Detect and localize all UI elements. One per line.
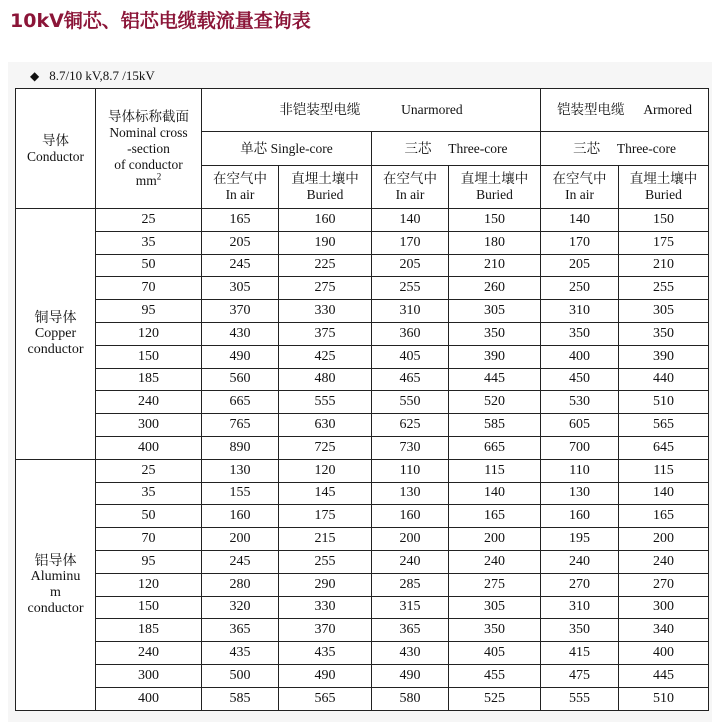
ampacity-cell: 320 bbox=[202, 596, 279, 619]
single-core-header-en: Single-core bbox=[270, 140, 333, 156]
ampacity-cell: 255 bbox=[279, 550, 372, 573]
ampacity-table bbox=[15, 88, 709, 711]
ampacity-cell: 565 bbox=[619, 414, 709, 437]
in-air-header-zh: 在空气中 bbox=[552, 171, 607, 187]
ampacity-cell: 110 bbox=[372, 459, 449, 482]
cross-section-cell: 400 bbox=[96, 436, 202, 459]
table-row bbox=[16, 391, 709, 414]
ampacity-cell: 630 bbox=[279, 414, 372, 437]
ampacity-cell: 255 bbox=[619, 277, 709, 300]
three-core-header-unarmored bbox=[372, 132, 541, 166]
buried-header-zh: 直埋土壤中 bbox=[629, 171, 698, 187]
ampacity-cell: 435 bbox=[202, 642, 279, 665]
ampacity-cell: 365 bbox=[372, 619, 449, 642]
ampacity-cell: 180 bbox=[449, 231, 541, 254]
ampacity-cell: 510 bbox=[619, 687, 709, 710]
cross-section-cell: 150 bbox=[96, 345, 202, 368]
buried-header bbox=[619, 166, 709, 209]
cross-section-cell: 35 bbox=[96, 482, 202, 505]
unarmored-header-en: Unarmored bbox=[401, 102, 463, 117]
cross-section-header-line2: -section bbox=[127, 140, 170, 156]
ampacity-cell: 245 bbox=[202, 254, 279, 277]
ampacity-cell: 155 bbox=[202, 482, 279, 505]
voltage-note bbox=[30, 68, 155, 84]
ampacity-cell: 140 bbox=[619, 482, 709, 505]
ampacity-cell: 205 bbox=[372, 254, 449, 277]
ampacity-cell: 210 bbox=[449, 254, 541, 277]
three-core-header-zh: 三芯 bbox=[573, 140, 601, 157]
ampacity-cell: 305 bbox=[202, 277, 279, 300]
in-air-header bbox=[372, 166, 449, 209]
cross-section-cell: 25 bbox=[96, 209, 202, 232]
ampacity-cell: 305 bbox=[619, 300, 709, 323]
ampacity-cell: 240 bbox=[541, 550, 619, 573]
conductor-label-line: m bbox=[50, 584, 61, 600]
ampacity-cell: 555 bbox=[279, 391, 372, 414]
table-row bbox=[16, 505, 709, 528]
ampacity-cell: 210 bbox=[619, 254, 709, 277]
table-row bbox=[16, 254, 709, 277]
ampacity-cell: 490 bbox=[202, 345, 279, 368]
ampacity-cell: 160 bbox=[372, 505, 449, 528]
cross-section-cell: 120 bbox=[96, 573, 202, 596]
ampacity-cell: 330 bbox=[279, 300, 372, 323]
buried-header-en: Buried bbox=[476, 187, 513, 202]
table-row bbox=[16, 573, 709, 596]
ampacity-cell: 550 bbox=[372, 391, 449, 414]
ampacity-cell: 200 bbox=[619, 528, 709, 551]
ampacity-cell: 190 bbox=[279, 231, 372, 254]
ampacity-cell: 480 bbox=[279, 368, 372, 391]
conductor-label-line: 铜导体 bbox=[34, 309, 77, 326]
ampacity-cell: 200 bbox=[449, 528, 541, 551]
ampacity-cell: 205 bbox=[202, 231, 279, 254]
table-row bbox=[16, 322, 709, 345]
ampacity-cell: 430 bbox=[372, 642, 449, 665]
copper-conductor-label bbox=[16, 209, 96, 460]
ampacity-cell: 275 bbox=[279, 277, 372, 300]
ampacity-cell: 205 bbox=[541, 254, 619, 277]
ampacity-cell: 270 bbox=[619, 573, 709, 596]
cross-section-header-line1: Nominal cross bbox=[109, 124, 188, 140]
cross-section-header-line3: of conductor bbox=[114, 156, 183, 172]
conductor-label-line: 铝导体 bbox=[34, 552, 77, 569]
ampacity-cell: 310 bbox=[541, 300, 619, 323]
ampacity-cell: 260 bbox=[449, 277, 541, 300]
unit-superscript: 2 bbox=[156, 171, 162, 181]
cross-section-cell: 50 bbox=[96, 254, 202, 277]
ampacity-cell: 175 bbox=[619, 231, 709, 254]
cross-section-cell: 50 bbox=[96, 505, 202, 528]
table-row bbox=[16, 642, 709, 665]
conductor-header-zh: 导体 bbox=[42, 132, 69, 149]
ampacity-cell: 330 bbox=[279, 596, 372, 619]
buried-header-zh: 直埋土壤中 bbox=[291, 171, 359, 187]
conductor-header-en: Conductor bbox=[27, 148, 84, 164]
ampacity-cell: 160 bbox=[541, 505, 619, 528]
aluminum-conductor-label bbox=[16, 459, 96, 710]
ampacity-cell: 140 bbox=[372, 209, 449, 232]
conductor-label-line: conductor bbox=[27, 600, 84, 616]
ampacity-cell: 665 bbox=[202, 391, 279, 414]
ampacity-cell: 120 bbox=[279, 459, 372, 482]
table-row bbox=[16, 459, 709, 482]
cross-section-cell: 120 bbox=[96, 322, 202, 345]
ampacity-cell: 465 bbox=[372, 368, 449, 391]
ampacity-cell: 490 bbox=[279, 664, 372, 687]
ampacity-cell: 625 bbox=[372, 414, 449, 437]
ampacity-cell: 290 bbox=[279, 573, 372, 596]
ampacity-cell: 255 bbox=[372, 277, 449, 300]
buried-header bbox=[279, 166, 372, 209]
cross-section-cell: 240 bbox=[96, 642, 202, 665]
table-row bbox=[16, 687, 709, 710]
ampacity-cell: 390 bbox=[619, 345, 709, 368]
ampacity-cell: 375 bbox=[279, 322, 372, 345]
cross-section-cell: 70 bbox=[96, 528, 202, 551]
buried-header-en: Buried bbox=[645, 187, 682, 202]
ampacity-cell: 350 bbox=[449, 322, 541, 345]
ampacity-cell: 350 bbox=[619, 322, 709, 345]
table-row bbox=[16, 596, 709, 619]
cross-section-cell: 150 bbox=[96, 596, 202, 619]
single-core-header bbox=[202, 132, 372, 166]
unarmored-header-zh: 非铠装型电缆 bbox=[279, 102, 361, 118]
cross-section-cell: 300 bbox=[96, 414, 202, 437]
ampacity-cell: 455 bbox=[449, 664, 541, 687]
table-row bbox=[16, 436, 709, 459]
table-row bbox=[16, 482, 709, 505]
ampacity-cell: 400 bbox=[619, 642, 709, 665]
ampacity-cell: 270 bbox=[541, 573, 619, 596]
ampacity-cell: 370 bbox=[279, 619, 372, 642]
ampacity-cell: 110 bbox=[541, 459, 619, 482]
three-core-header-en: Three-core bbox=[448, 140, 508, 156]
ampacity-cell: 140 bbox=[449, 482, 541, 505]
buried-header bbox=[449, 166, 541, 209]
ampacity-cell: 700 bbox=[541, 436, 619, 459]
ampacity-cell: 525 bbox=[449, 687, 541, 710]
cross-section-header-unit bbox=[96, 173, 201, 189]
ampacity-cell: 445 bbox=[619, 664, 709, 687]
three-core-header-en: Three-core bbox=[616, 140, 677, 156]
ampacity-cell: 145 bbox=[279, 482, 372, 505]
ampacity-cell: 440 bbox=[619, 368, 709, 391]
ampacity-cell: 500 bbox=[202, 664, 279, 687]
ampacity-cell: 200 bbox=[372, 528, 449, 551]
ampacity-cell: 890 bbox=[202, 436, 279, 459]
ampacity-cell: 435 bbox=[279, 642, 372, 665]
ampacity-cell: 165 bbox=[619, 505, 709, 528]
conductor-label-line: Aluminu bbox=[30, 568, 81, 584]
armored-header bbox=[541, 89, 709, 132]
ampacity-cell: 240 bbox=[449, 550, 541, 573]
table-row bbox=[16, 231, 709, 254]
ampacity-cell: 370 bbox=[202, 300, 279, 323]
ampacity-cell: 580 bbox=[372, 687, 449, 710]
ampacity-cell: 475 bbox=[541, 664, 619, 687]
cross-section-cell: 35 bbox=[96, 231, 202, 254]
ampacity-cell: 170 bbox=[372, 231, 449, 254]
ampacity-cell: 300 bbox=[619, 596, 709, 619]
cross-section-header-zh: 导体标称截面 bbox=[108, 108, 189, 125]
ampacity-cell: 400 bbox=[541, 345, 619, 368]
table-body bbox=[16, 209, 709, 711]
in-air-header-en: In air bbox=[565, 187, 594, 202]
ampacity-cell: 665 bbox=[449, 436, 541, 459]
table-row bbox=[16, 664, 709, 687]
buried-header-zh: 直埋土壤中 bbox=[460, 171, 529, 187]
cross-section-cell: 25 bbox=[96, 459, 202, 482]
ampacity-cell: 165 bbox=[449, 505, 541, 528]
ampacity-cell: 280 bbox=[202, 573, 279, 596]
ampacity-cell: 645 bbox=[619, 436, 709, 459]
in-air-header-zh: 在空气中 bbox=[213, 171, 267, 187]
cross-section-cell: 95 bbox=[96, 300, 202, 323]
ampacity-cell: 555 bbox=[541, 687, 619, 710]
ampacity-cell: 140 bbox=[541, 209, 619, 232]
ampacity-cell: 585 bbox=[202, 687, 279, 710]
ampacity-cell: 340 bbox=[619, 619, 709, 642]
ampacity-cell: 405 bbox=[449, 642, 541, 665]
three-core-header-zh: 三芯 bbox=[404, 140, 432, 157]
ampacity-cell: 405 bbox=[372, 345, 449, 368]
in-air-header-zh: 在空气中 bbox=[383, 171, 437, 187]
ampacity-cell: 160 bbox=[279, 209, 372, 232]
ampacity-cell: 240 bbox=[619, 550, 709, 573]
table-row bbox=[16, 277, 709, 300]
ampacity-cell: 725 bbox=[279, 436, 372, 459]
ampacity-cell: 510 bbox=[619, 391, 709, 414]
cross-section-cell: 400 bbox=[96, 687, 202, 710]
cross-section-cell: 240 bbox=[96, 391, 202, 414]
ampacity-cell: 115 bbox=[449, 459, 541, 482]
ampacity-cell: 425 bbox=[279, 345, 372, 368]
ampacity-cell: 130 bbox=[541, 482, 619, 505]
ampacity-cell: 165 bbox=[202, 209, 279, 232]
ampacity-cell: 240 bbox=[372, 550, 449, 573]
in-air-header-en: In air bbox=[395, 187, 425, 202]
ampacity-cell: 520 bbox=[449, 391, 541, 414]
ampacity-cell: 115 bbox=[619, 459, 709, 482]
ampacity-cell: 605 bbox=[541, 414, 619, 437]
unit-mm: mm bbox=[135, 172, 157, 188]
ampacity-cell: 530 bbox=[541, 391, 619, 414]
in-air-header bbox=[202, 166, 279, 209]
armored-header-zh: 铠装型电缆 bbox=[557, 102, 625, 118]
cross-section-cell: 185 bbox=[96, 619, 202, 642]
ampacity-cell: 215 bbox=[279, 528, 372, 551]
ampacity-cell: 310 bbox=[541, 596, 619, 619]
ampacity-cell: 250 bbox=[541, 277, 619, 300]
ampacity-cell: 730 bbox=[372, 436, 449, 459]
ampacity-cell: 450 bbox=[541, 368, 619, 391]
ampacity-cell: 150 bbox=[619, 209, 709, 232]
ampacity-cell: 350 bbox=[449, 619, 541, 642]
ampacity-cell: 390 bbox=[449, 345, 541, 368]
ampacity-cell: 365 bbox=[202, 619, 279, 642]
diamond-bullet-icon: ◆ bbox=[30, 69, 40, 83]
ampacity-cell: 415 bbox=[541, 642, 619, 665]
ampacity-cell: 160 bbox=[202, 505, 279, 528]
ampacity-cell: 305 bbox=[449, 596, 541, 619]
ampacity-cell: 565 bbox=[279, 687, 372, 710]
table-row bbox=[16, 528, 709, 551]
page-title: 10kV铜芯、铝芯电缆载流量查询表 bbox=[10, 10, 311, 32]
single-core-header-zh: 单芯 bbox=[240, 140, 268, 157]
conductor-header bbox=[16, 89, 96, 209]
table-row bbox=[16, 300, 709, 323]
three-core-header-armored bbox=[541, 132, 709, 166]
conductor-label-line: Copper bbox=[34, 325, 77, 341]
ampacity-cell: 130 bbox=[372, 482, 449, 505]
in-air-header-en: In air bbox=[225, 187, 255, 202]
buried-header-en: Buried bbox=[306, 187, 344, 202]
table-row bbox=[16, 345, 709, 368]
ampacity-cell: 490 bbox=[372, 664, 449, 687]
armored-header-en: Armored bbox=[643, 102, 693, 117]
ampacity-cell: 560 bbox=[202, 368, 279, 391]
ampacity-cell: 175 bbox=[279, 505, 372, 528]
in-air-header bbox=[541, 166, 619, 209]
ampacity-cell: 310 bbox=[372, 300, 449, 323]
ampacity-cell: 150 bbox=[449, 209, 541, 232]
ampacity-cell: 360 bbox=[372, 322, 449, 345]
table-row bbox=[16, 550, 709, 573]
ampacity-cell: 445 bbox=[449, 368, 541, 391]
conductor-label-line: conductor bbox=[27, 341, 84, 357]
table-row bbox=[16, 414, 709, 437]
unarmored-header bbox=[202, 89, 541, 132]
ampacity-cell: 350 bbox=[541, 619, 619, 642]
ampacity-cell: 200 bbox=[202, 528, 279, 551]
ampacity-cell: 275 bbox=[449, 573, 541, 596]
ampacity-cell: 225 bbox=[279, 254, 372, 277]
ampacity-cell: 430 bbox=[202, 322, 279, 345]
ampacity-cell: 350 bbox=[541, 322, 619, 345]
ampacity-cell: 315 bbox=[372, 596, 449, 619]
table-row bbox=[16, 209, 709, 232]
table-row bbox=[16, 619, 709, 642]
ampacity-cell: 285 bbox=[372, 573, 449, 596]
ampacity-cell: 130 bbox=[202, 459, 279, 482]
cross-section-cell: 185 bbox=[96, 368, 202, 391]
ampacity-cell: 195 bbox=[541, 528, 619, 551]
cross-section-header bbox=[96, 89, 202, 209]
voltage-note-text: 8.7/10 kV,8.7 /15kV bbox=[49, 68, 155, 83]
cross-section-cell: 70 bbox=[96, 277, 202, 300]
ampacity-cell: 765 bbox=[202, 414, 279, 437]
table-row bbox=[16, 368, 709, 391]
ampacity-cell: 585 bbox=[449, 414, 541, 437]
ampacity-cell: 305 bbox=[449, 300, 541, 323]
ampacity-cell: 245 bbox=[202, 550, 279, 573]
cross-section-cell: 95 bbox=[96, 550, 202, 573]
cross-section-cell: 300 bbox=[96, 664, 202, 687]
ampacity-cell: 170 bbox=[541, 231, 619, 254]
